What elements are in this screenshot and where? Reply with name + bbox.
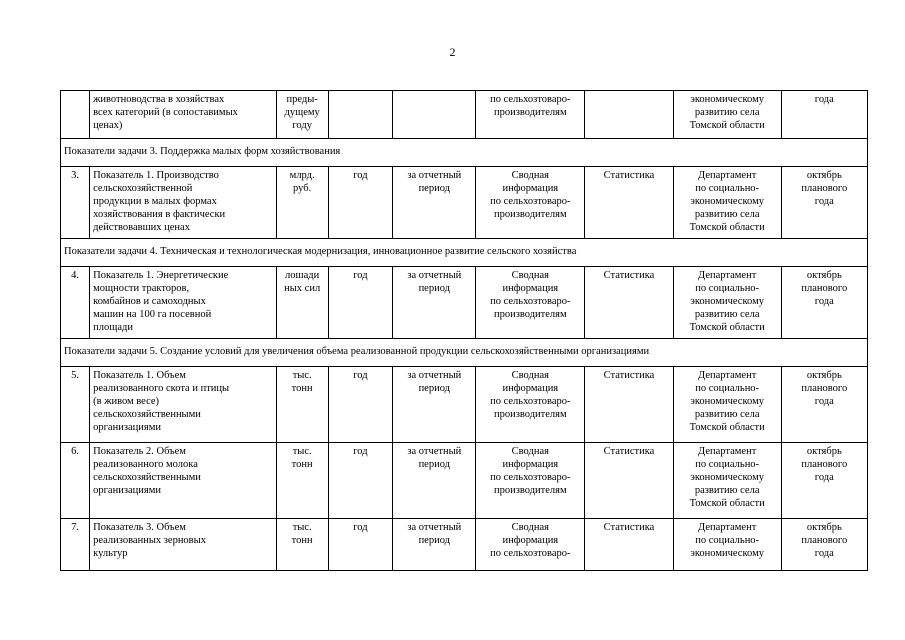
deadline-cell: октябрь планового года bbox=[781, 367, 867, 443]
unit-cell: тыс. тонн bbox=[276, 367, 328, 443]
row-number: 3. bbox=[61, 167, 90, 239]
section-title: Показатели задачи 4. Техническая и технологическая модернизация, инновационное развитие сельского хозяйства bbox=[61, 239, 868, 267]
row-number: 5. bbox=[61, 367, 90, 443]
responsible-cell: Департамент по социально- экономическому развитию села Томской области bbox=[673, 267, 781, 339]
responsible-cell: экономическому развитию села Томской области bbox=[673, 91, 781, 139]
indicator-name: Показатель 1. Производство сельскохозяйственной продукции в малых формах хозяйствования в фактически действовавших ценах bbox=[90, 167, 277, 239]
indicators-table bbox=[60, 90, 868, 571]
table-row bbox=[61, 519, 868, 571]
source-cell: по сельхозтоваро- производителям bbox=[476, 91, 585, 139]
periodicity-cell: год bbox=[328, 267, 393, 339]
section-header-row bbox=[61, 239, 868, 267]
time-basis-cell: за отчетный период bbox=[393, 267, 476, 339]
responsible-cell: Департамент по социально- экономическому развитию села Томской области bbox=[673, 367, 781, 443]
responsible-cell: Департамент по социально- экономическому bbox=[673, 519, 781, 571]
table-row bbox=[61, 167, 868, 239]
method-cell bbox=[585, 91, 673, 139]
unit-cell: тыс. тонн bbox=[276, 443, 328, 519]
deadline-cell: октябрь планового года bbox=[781, 443, 867, 519]
periodicity-cell: год bbox=[328, 367, 393, 443]
method-cell: Статистика bbox=[585, 519, 673, 571]
unit-cell: млрд. руб. bbox=[276, 167, 328, 239]
row-number: 6. bbox=[61, 443, 90, 519]
periodicity-cell bbox=[328, 91, 393, 139]
row-number: 7. bbox=[61, 519, 90, 571]
page-number: 2 bbox=[449, 45, 456, 59]
periodicity-cell: год bbox=[328, 443, 393, 519]
responsible-cell: Департамент по социально- экономическому развитию села Томской области bbox=[673, 443, 781, 519]
source-cell: Сводная информация по сельхозтоваро- производителям bbox=[476, 443, 585, 519]
time-basis-cell: за отчетный период bbox=[393, 367, 476, 443]
deadline-cell: октябрь планового года bbox=[781, 167, 867, 239]
time-basis-cell bbox=[393, 91, 476, 139]
indicator-name: Показатель 1. Энергетические мощности тракторов, комбайнов и самоходных машин на 100 га посевной площади bbox=[90, 267, 277, 339]
indicator-name: Показатель 2. Объем реализованного молока сельскохозяйственными организациями bbox=[90, 443, 277, 519]
time-basis-cell: за отчетный период bbox=[393, 443, 476, 519]
indicator-name: Показатель 3. Объем реализованных зерновых культур bbox=[90, 519, 277, 571]
deadline-cell: октябрь планового года bbox=[781, 267, 867, 339]
periodicity-cell: год bbox=[328, 167, 393, 239]
table-row bbox=[61, 443, 868, 519]
source-cell: Сводная информация по сельхозтоваро- производителям bbox=[476, 167, 585, 239]
time-basis-cell: за отчетный период bbox=[393, 519, 476, 571]
responsible-cell: Департамент по социально- экономическому развитию села Томской области bbox=[673, 167, 781, 239]
section-header-row bbox=[61, 139, 868, 167]
time-basis-cell: за отчетный период bbox=[393, 167, 476, 239]
source-cell: Сводная информация по сельхозтоваро- производителям bbox=[476, 367, 585, 443]
row-number: 4. bbox=[61, 267, 90, 339]
deadline-cell: года bbox=[781, 91, 867, 139]
method-cell: Статистика bbox=[585, 367, 673, 443]
method-cell: Статистика bbox=[585, 443, 673, 519]
source-cell: Сводная информация по сельхозтоваро- производителям bbox=[476, 267, 585, 339]
table-row bbox=[61, 367, 868, 443]
indicator-name: Показатель 1. Объем реализованного скота и птицы (в живом весе) сельскохозяйственными организациями bbox=[90, 367, 277, 443]
periodicity-cell: год bbox=[328, 519, 393, 571]
section-title: Показатели задачи 5. Создание условий для увеличения объема реализованной продукции сельскохозяйственными организациями bbox=[61, 339, 868, 367]
table-row bbox=[61, 267, 868, 339]
table-body bbox=[61, 91, 868, 571]
method-cell: Статистика bbox=[585, 167, 673, 239]
table-row bbox=[61, 91, 868, 139]
unit-cell: преды- дущему году bbox=[276, 91, 328, 139]
unit-cell: лошади ных сил bbox=[276, 267, 328, 339]
deadline-cell: октябрь планового года bbox=[781, 519, 867, 571]
method-cell: Статистика bbox=[585, 267, 673, 339]
indicator-name: животноводства в хозяйствах всех категорий (в сопоставимых ценах) bbox=[90, 91, 277, 139]
section-title: Показатели задачи 3. Поддержка малых форм хозяйствования bbox=[61, 139, 868, 167]
unit-cell: тыс. тонн bbox=[276, 519, 328, 571]
row-number bbox=[61, 91, 90, 139]
section-header-row bbox=[61, 339, 868, 367]
source-cell: Сводная информация по сельхозтоваро- bbox=[476, 519, 585, 571]
